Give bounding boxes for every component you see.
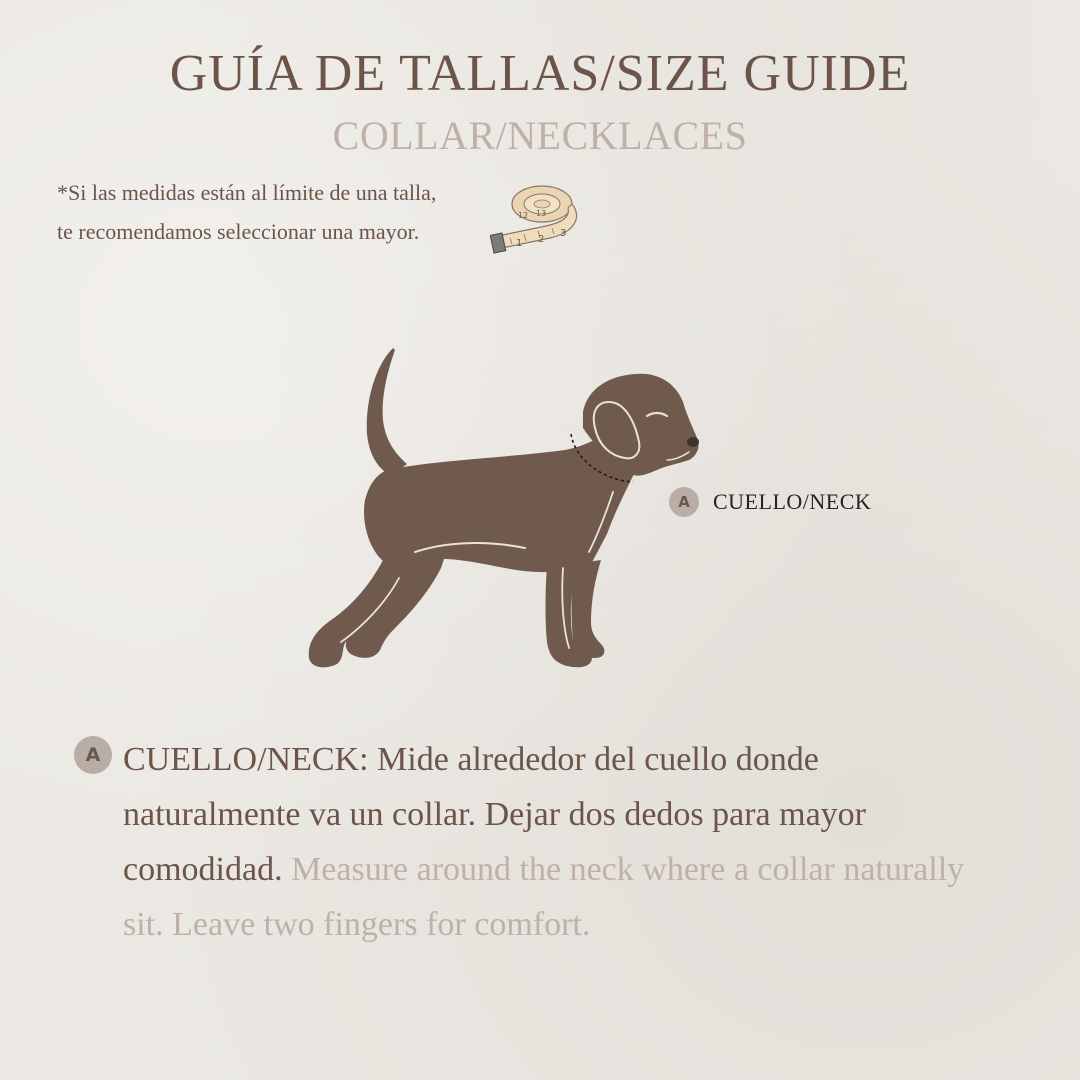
size-note: *Si las medidas están al límite de una talla, te recomendamos seleccionar una mayor.	[57, 180, 437, 244]
tape-mark: 3	[560, 228, 567, 239]
callout-label: CUELLO/NECK	[713, 489, 872, 514]
tape-mark: 13	[536, 209, 547, 218]
tape-mark: 2	[538, 234, 545, 245]
instruction-english: Measure around the neck where a collar naturally sit. Leave two fingers for comfort.	[123, 851, 965, 943]
tape-mark: 1	[516, 238, 523, 249]
tape-mark: 12	[518, 211, 529, 220]
measuring-tape-icon	[490, 176, 590, 260]
dog-silhouette-icon	[295, 342, 705, 680]
neck-callout	[669, 486, 871, 518]
callout-badge: A	[669, 487, 699, 517]
instruction-badge: A	[74, 736, 112, 774]
instruction-text	[123, 732, 983, 952]
instruction-spanish: Mide alrededor del cuello donde naturalmente va un collar. Dejar dos dedos para mayor comodidad.	[123, 741, 867, 888]
instruction-heading: CUELLO/NECK:	[123, 741, 369, 778]
page-title: GUÍA DE TALLAS/SIZE GUIDE	[169, 45, 911, 102]
page-subtitle: COLLAR/NECKLACES	[332, 113, 748, 158]
